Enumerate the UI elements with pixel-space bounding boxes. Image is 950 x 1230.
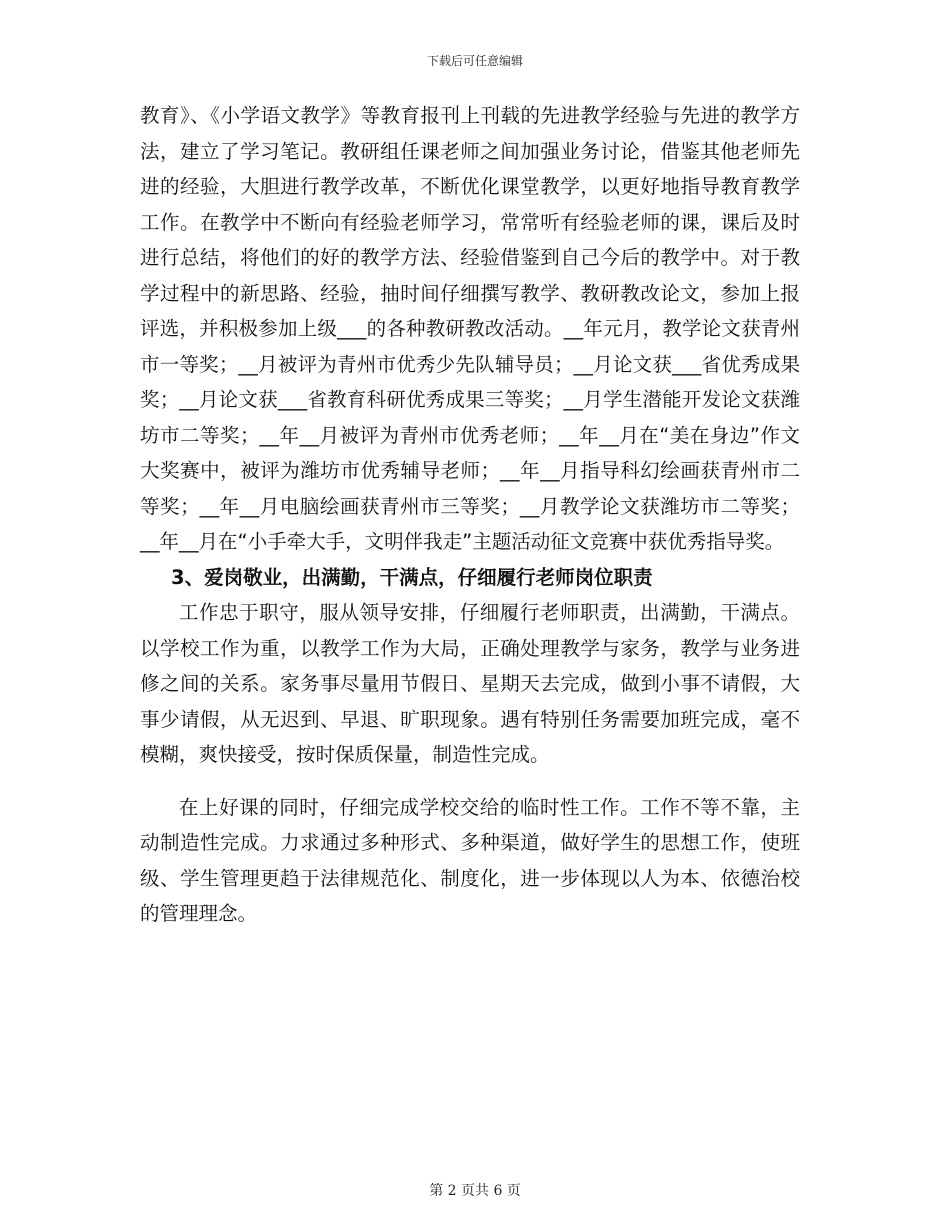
paragraph-extra-work: 在上好课的同时，仔细完成学校交给的临时性工作。工作不等不靠，主动制造性完成。力求通过多种形式、多种渠道，做好学生的思想工作，使班级、学生管理更趋于法律规范化、制度化，进一步体现以人为本、依德治校的管理理念。	[140, 795, 800, 925]
page-header: 下载后可任意编辑	[426, 54, 523, 68]
section-heading: 3、爱岗敬业，出满勤，干满点，仔细履行老师岗位职责	[171, 565, 653, 589]
paragraph-duty: 工作忠于职守，服从领导安排，仔细履行老师职责，出满勤，干满点。以学校工作为重，以教学工作为大局，正确处理教学与家务，教学与业务进修之间的关系。家务事尽量用节假日、星期天去完成，做到小事不请假，大事少请假，从无迟到、早退、旷职现象。遇有特别任务需要加班完成，毫不模糊，爽快接受，按时保质保量，制造性完成。	[140, 601, 800, 766]
paragraph-continuation: 教育》、《小学语文教学》等教育报刊上刊载的先进教学经验与先进的教学方法，建立了学习笔记。教研组任课老师之间加强业务讨论，借鉴其他老师先进的经验，大胆进行教学改革，不断优化课堂教学，以更好地指导教育教学工作。在教学中不断向有经验老师学习，常常听有经验老师的课，课后及时进行总结，将他们的好的教学方法、经验借鉴到自己今后的教学中。对于教学过程中的新思路、经验，抽时间仔细撰写教学、教研教改论文，参加上报评选，并积极参加上级___的各种教研教改活动。__年元月，教学论文获青州市一等奖；__月被评为青州市优秀少先队辅导员；__月论文获___省优秀成果奖；__月论文获___省教育科研优秀成果三等奖；__月学生潜能开发论文获潍坊市二等奖；__年__月被评为青州市优秀老师；__年__月在“美在身边”作文大奖赛中，被评为潍坊市优秀辅导老师；__年__月指导科幻绘画获青州市二等奖；__年__月电脑绘画获青州市三等奖；__月教学论文获潍坊市二等奖；__年__月在“小手牵大手，文明伴我走”主题活动征文竞赛中获优秀指导奖。	[140, 104, 800, 553]
document-body	[140, 98, 800, 932]
page-footer: 第 2 页共 6 页	[429, 1183, 521, 1199]
